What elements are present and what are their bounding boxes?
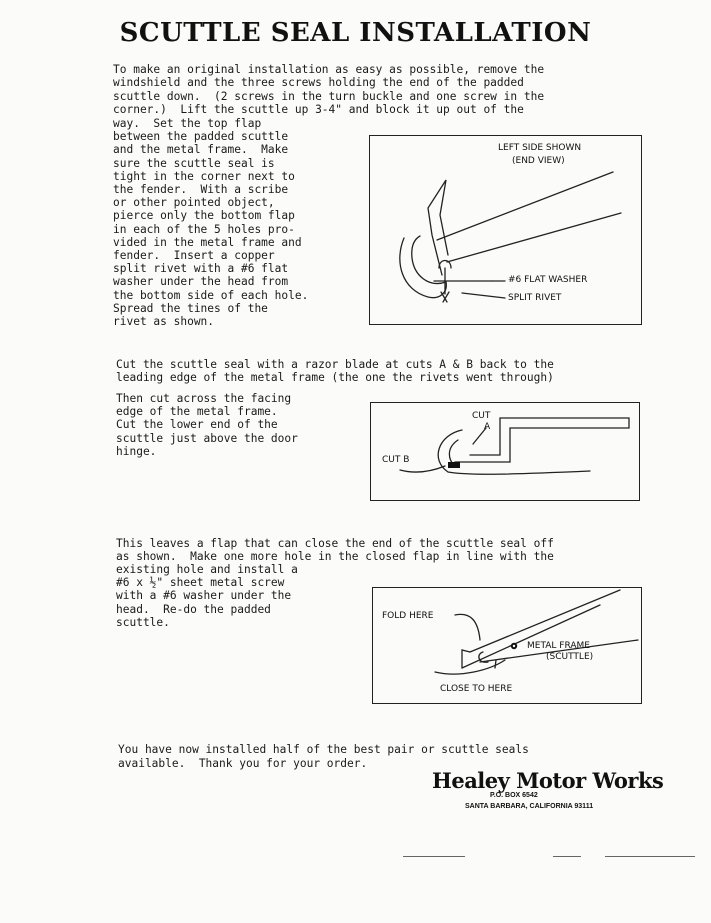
text-line: scuttle.	[116, 615, 170, 629]
text-line: pierce only the bottom flap	[113, 209, 295, 223]
label-left-side-shown: LEFT SIDE SHOWN	[498, 143, 582, 153]
text-line: Then cut across the facing	[116, 392, 292, 405]
text-line: Spread the tines of the	[113, 301, 268, 315]
text-line: fender. Insert a copper	[113, 249, 275, 262]
text-line: #6 x ½" sheet metal screw	[116, 576, 285, 590]
text-line: windshield and the three screws holding the end of the padded	[113, 76, 524, 90]
text-line: as shown. Make one more hole in the closed flap in line with the	[116, 550, 554, 564]
label-end-view: (END VIEW)	[512, 156, 565, 166]
text-line: tight in the corner next to	[113, 169, 295, 183]
text-line: This leaves a flap that can close the end of the scuttle seal off	[116, 537, 554, 550]
text-line: available. Thank you for your order.	[118, 756, 368, 770]
text-line: washer under the head from	[113, 275, 289, 289]
label-flat-washer: #6 FLAT WASHER	[508, 275, 588, 285]
company-logo: Healey Motor Works	[432, 768, 664, 793]
label-split-rivet: SPLIT RIVET	[508, 293, 562, 303]
label-cut-a: CUT	[472, 411, 491, 421]
text-line: and the metal frame. Make	[113, 143, 289, 157]
label-scuttle: (SCUTTLE)	[546, 652, 594, 662]
text-line: between the padded scuttle	[113, 130, 289, 144]
label-close-to-here: CLOSE TO HERE	[440, 684, 513, 694]
scan-mark	[403, 856, 465, 857]
label-cut-a-letter: A	[484, 422, 491, 432]
text-line: To make an original installation as easy as possible, remove the	[113, 63, 545, 76]
scan-mark	[605, 856, 695, 857]
text-line: existing hole and install a	[116, 563, 298, 576]
text-line: head. Re-do the padded	[116, 602, 271, 616]
text-line: Cut the lower end of the	[116, 418, 278, 432]
text-line: rivet as shown.	[113, 315, 215, 328]
text-line: in each of the 5 holes pro-	[113, 222, 295, 236]
text-line: scuttle down. (2 screws in the turn buckle and one screw in the	[113, 89, 545, 103]
page-title: SCUTTLE SEAL INSTALLATION	[119, 18, 592, 48]
company-po-box: P.O. BOX 6542	[490, 792, 538, 799]
text-line: split rivet with a #6 flat	[113, 262, 289, 276]
text-line: vided in the metal frame and	[113, 235, 302, 249]
text-line: the fender. With a scribe	[113, 183, 289, 196]
scan-mark	[553, 856, 581, 857]
text-line: hinge.	[116, 444, 157, 458]
text-line: or other pointed object,	[113, 196, 275, 210]
label-metal-frame: METAL FRAME	[527, 641, 590, 651]
text-line: scuttle just above the door	[116, 431, 298, 445]
text-line: You have now installed half of the best pair or scuttle seals	[118, 743, 529, 756]
company-city: SANTA BARBARA, CALIFORNIA 93111	[465, 803, 594, 810]
text-line: Cut the scuttle seal with a razor blade at cuts A & B back to the	[116, 358, 554, 371]
text-line: sure the scuttle seal is	[113, 156, 275, 170]
label-fold-here: FOLD HERE	[382, 611, 434, 621]
text-line: with a #6 washer under the	[116, 589, 292, 603]
text-line: way. Set the top flap	[113, 117, 262, 130]
text-line: leading edge of the metal frame (the one the rivets went through)	[116, 371, 554, 385]
label-cut-b: CUT B	[382, 455, 410, 465]
text-line: the bottom side of each hole.	[113, 288, 309, 302]
text-line: edge of the metal frame.	[116, 405, 278, 419]
text-line: corner.) Lift the scuttle up 3-4" and block it up out of the	[113, 103, 524, 117]
